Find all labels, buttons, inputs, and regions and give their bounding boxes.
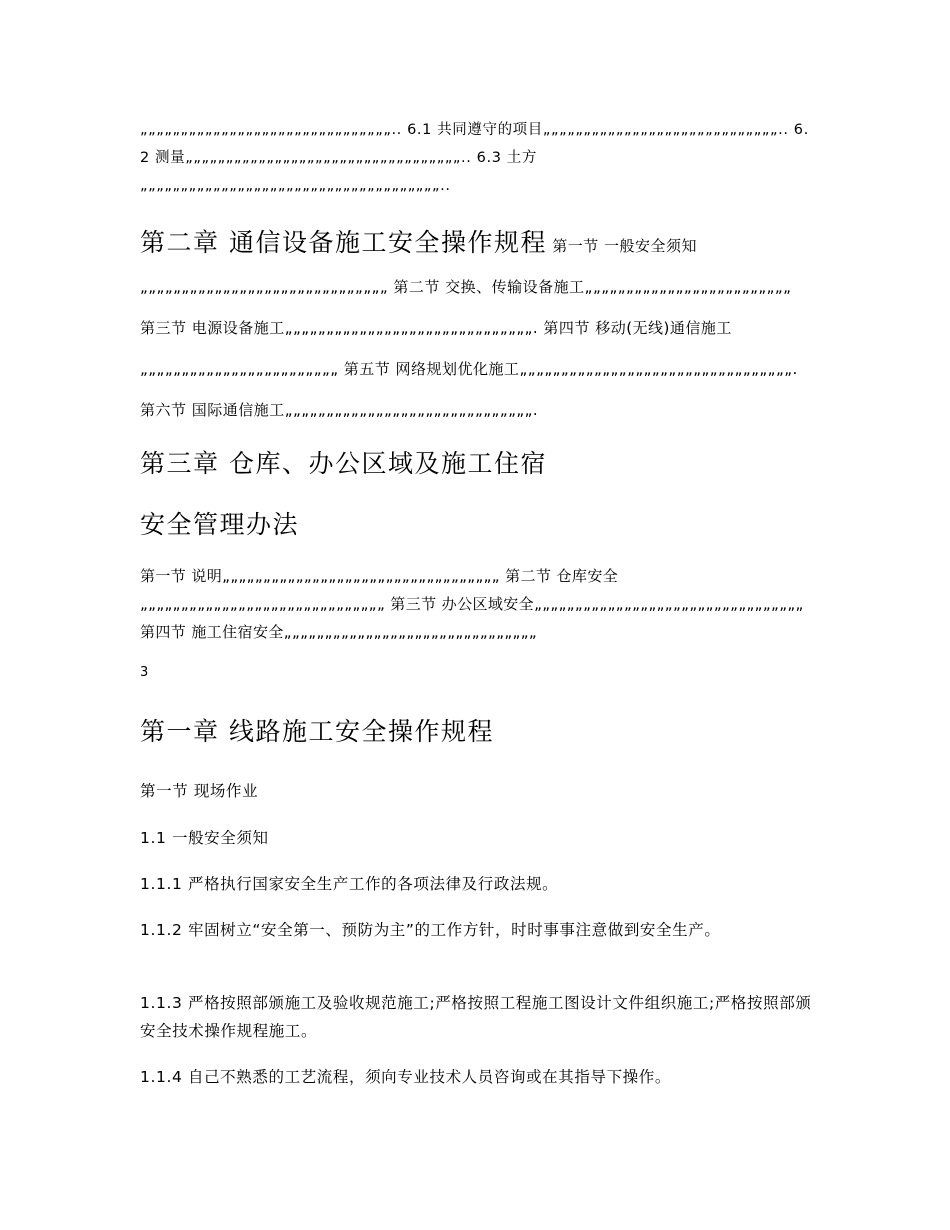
subsection-title: 1.1 一般安全须知	[140, 829, 269, 847]
clause-1-1-4: 1.1.4 自己不熟悉的工艺流程，须向专业技术人员咨询或在其指导下操作。	[140, 1068, 671, 1086]
toc-chapter2	[140, 222, 812, 431]
chapter3-toc-entries: 第一节 说明„„„„„„„„„„„„„„„„„„„„„„„„„„„„„„„„„„ 第二节 仓库安全„„„„„„„„„„„„„„„„„„„„„„„„„„„„„„ 第三节 办公区域安全„„„„„„„„„„„„„„„„„„„„„„„„„„„„„„„„„ 第四节 施工住宿安全„„„„„„„„„„„„„„„„„„„„„„„„„„„„„„„	[140, 567, 809, 641]
section-title: 第一节 现场作业	[140, 782, 259, 800]
clause-1-1-2: 1.1.2 牢固树立“安全第一、预防为主”的工作方针，时时事事注意做到安全生产。	[140, 921, 721, 939]
chapter2-title: 第二章 通信设备施工安全操作规程	[140, 228, 547, 257]
chapter3-title-line2: 安全管理办法	[140, 510, 300, 539]
chapter1-title: 第一章 线路施工安全操作规程	[140, 717, 494, 746]
chapter2-toc-entries: 第一节 一般安全须知„„„„„„„„„„„„„„„„„„„„„„„„„„„„„„ 第二节 交换、传输设备施工„„„„„„„„„„„„„„„„„„„„„„„„„ 第三节 电源设备施工„„„„„„„„„„„„„„„„„„„„„„„„„„„„„„. 第四节 移动(无线)通信施工„„„„„„„„„„„„„„„„„„„„„„„„ 第五节 网络规划优化施工„„„„„„„„„„„„„„„„„„„„„„„„„„„„„„„„„. 第六节 国际通信施工„„„„„„„„„„„„„„„„„„„„„„„„„„„„„„.	[140, 237, 804, 419]
toc-chapter1-tail: „„„„„„„„„„„„„„„„„„„„„„„„„„„„„„„.. 6.1 共同遵守的项目„„„„„„„„„„„„„„„„„„„„„„„„„„„„„.. 6.2 测量„„„„„„„„„„„„„„„„„„„„„„„„„„„„„„„„„„.. 6.3 土方„„„„„„„„„„„„„„„„„„„„„„„„„„„„„„„„„„„„„..	[140, 122, 809, 194]
clause-1-1-3: 1.1.3 严格按照部颁施工及验收规范施工;严格按照工程施工图设计文件组织施工;严格按照部颁安全技术操作规程施工。	[140, 994, 812, 1040]
clause-1-1-1: 1.1.1 严格执行国家安全生产工作的各项法律及行政法规。	[140, 875, 559, 893]
page-number: 3	[140, 665, 149, 680]
chapter3-title-line1: 第三章 仓库、办公区域及施工住宿	[140, 449, 547, 478]
